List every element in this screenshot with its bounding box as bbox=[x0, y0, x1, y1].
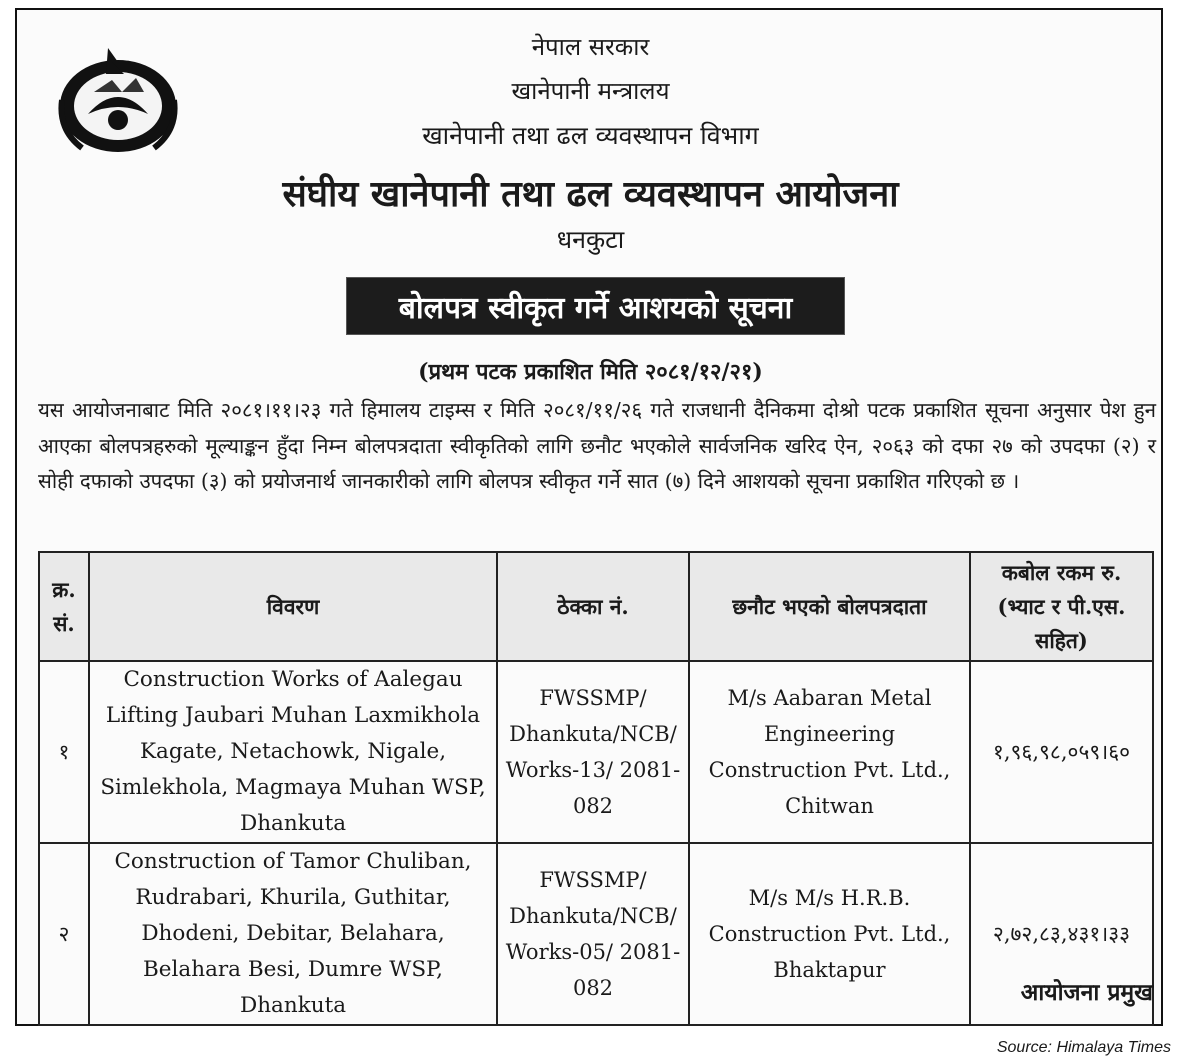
header-contract-no: ठेक्का नं. bbox=[497, 552, 689, 661]
cell-description: Construction Works of Aalegau Lifting Jaubari Muhan Laxmikhola Kagate, Netachowk, Nigale, Simlekhola, Magmaya Muhan WSP, Dhankuta bbox=[89, 661, 497, 843]
header-amount: कबोल रकम रु. (भ्याट र पी.एस. सहित) bbox=[970, 552, 1153, 661]
source-credit: Source: Himalaya Times bbox=[996, 1039, 1171, 1056]
header-ministry: खानेपानी मन्त्रालय bbox=[511, 77, 670, 105]
table-row bbox=[39, 661, 1153, 843]
signature-project-chief: आयोजना प्रमुख bbox=[1020, 979, 1153, 1006]
cell-amount: १,९६,९८,०५९।६० bbox=[970, 661, 1153, 843]
notice-body: यस आयोजनाबाट मिति २०८१।११।२३ गते हिमालय टाइम्स र मिति २०८१/११/२६ गते राजधानी दैनिकमा दोश्रो पटक प्रकाशित सूचना अनुसार पेश हुन आएका बोलपत्रहरुको मूल्याङ्कन हुँदा निम्न बोलपत्रदाता स्वीकृतिको लागि छनौट भएकोले सार्वजनिक खरिद ऐन, २०६३ को दफा २७ को उपदफा (२) र सोही दफाको उपदफा (३) को प्रयोजनार्थ जानकारीको लागि बोलपत्र स्वीकृत गर्ने सात (७) दिने आशयको सूचना प्रकाशित गरिएको छ । bbox=[38, 398, 1156, 493]
cell-sn: १ bbox=[39, 661, 89, 843]
header-government: नेपाल सरकार bbox=[531, 33, 650, 61]
publication-note: (प्रथम पटक प्रकाशित मिति २०८१/१२/२१) bbox=[418, 359, 763, 385]
bid-table bbox=[38, 551, 1154, 1026]
cell-contract-no: FWSSMP/ Dhankuta/NCB/ Works-13/ 2081-082 bbox=[497, 661, 689, 843]
header-location: धनकुटा bbox=[556, 225, 625, 254]
cell-amount: २,७२,८३,४३१।३३ bbox=[970, 843, 1153, 1025]
cell-bidder: M/s M/s H.R.B. Construction Pvt. Ltd., Bhaktapur bbox=[689, 843, 970, 1025]
table-row bbox=[39, 843, 1153, 1025]
header-project: संघीय खानेपानी तथा ढल व्यवस्थापन आयोजना bbox=[282, 173, 899, 215]
cell-sn: २ bbox=[39, 843, 89, 1025]
header-department: खानेपानी तथा ढल व्यवस्थापन विभाग bbox=[422, 121, 759, 150]
notice-title-banner: बोलपत्र स्वीकृत गर्ने आशयको सूचना bbox=[347, 278, 844, 334]
header-bidder: छनौट भएको बोलपत्रदाता bbox=[689, 552, 970, 661]
cell-bidder: M/s Aabaran Metal Engineering Construction Pvt. Ltd., Chitwan bbox=[689, 661, 970, 843]
cell-contract-no: FWSSMP/ Dhankuta/NCB/ Works-05/ 2081-082 bbox=[497, 843, 689, 1025]
header-sn: क्र. सं. bbox=[39, 552, 89, 661]
table-header-row bbox=[39, 552, 1153, 661]
header-description: विवरण bbox=[89, 552, 497, 661]
cell-description: Construction of Tamor Chuliban, Rudrabari, Khurila, Guthitar, Dhodeni, Debitar, Belahara, Belahara Besi, Dumre WSP, Dhankuta bbox=[89, 843, 497, 1025]
